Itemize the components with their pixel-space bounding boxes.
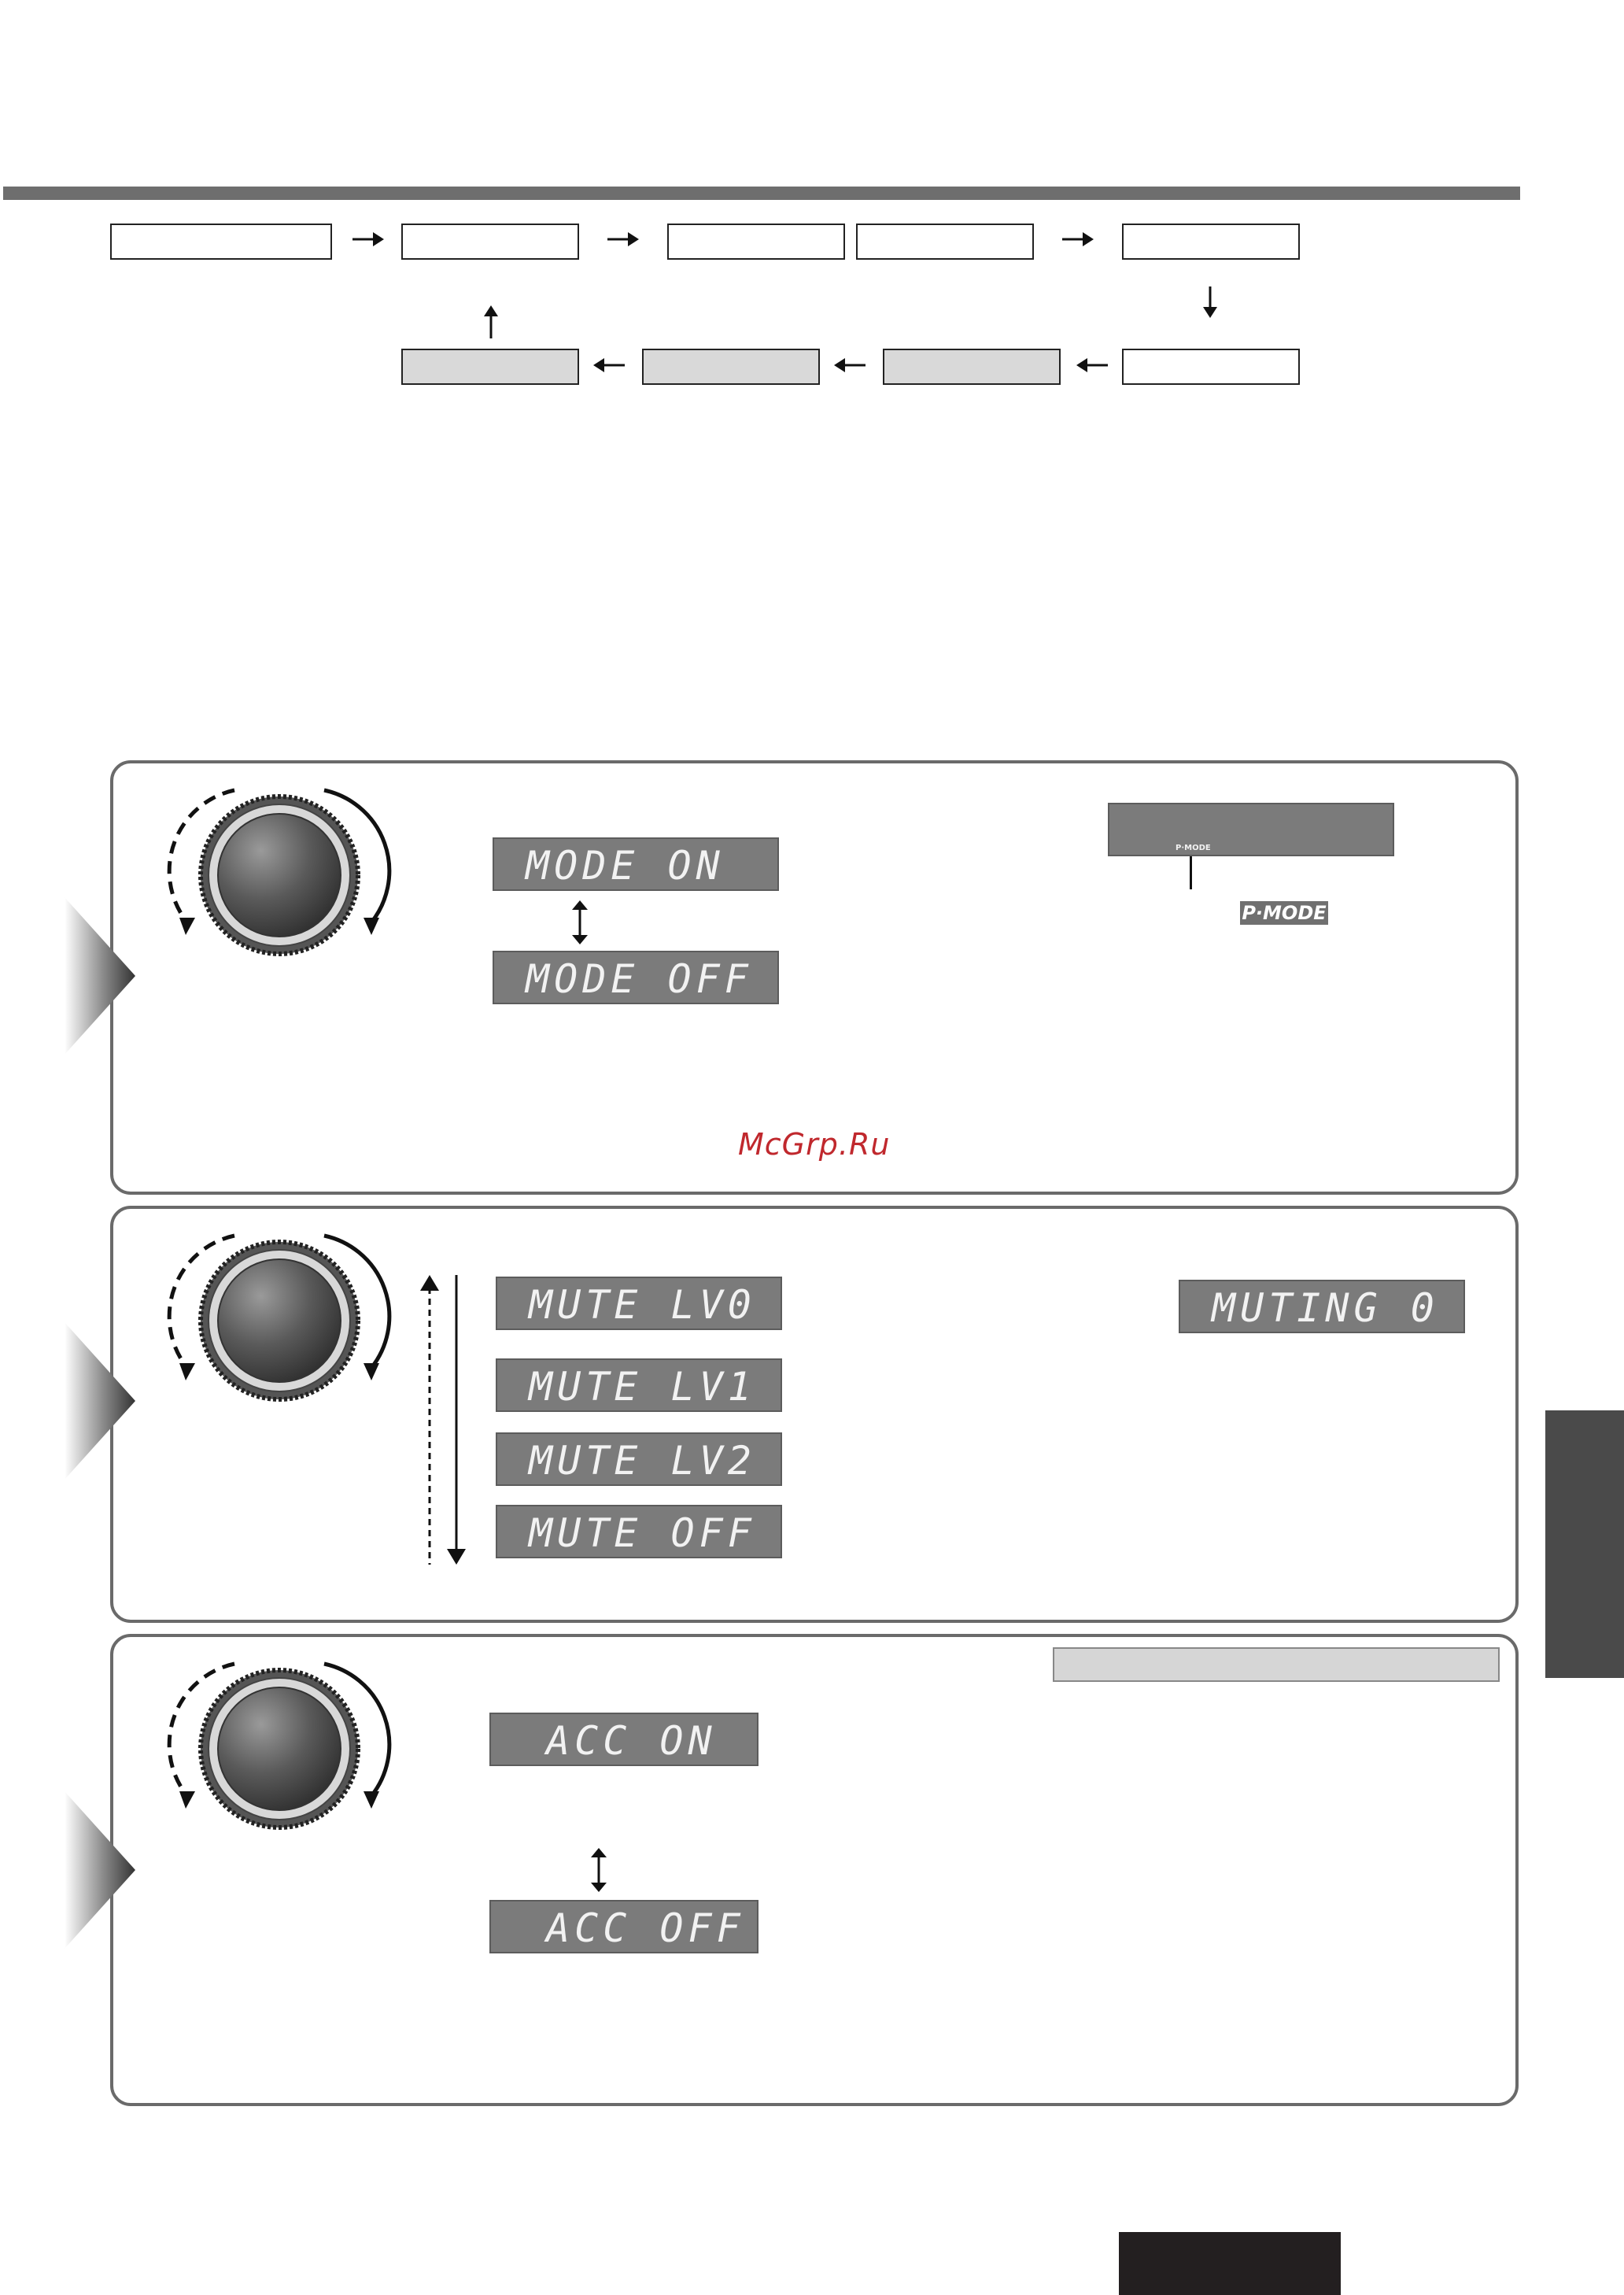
arrow-down-icon [1201,285,1220,321]
lcd-mode-on: MODE ON [493,837,779,891]
arrow-up-icon [482,304,500,340]
cycle-arrows-icon [417,1273,469,1566]
lcd-mute-level: MUTE LV1 [496,1358,782,1412]
lcd-mute-level: MUTE OFF [496,1505,782,1558]
arrow-left-icon [1075,356,1109,375]
header-rule [3,187,1520,200]
arrow-left-icon [832,356,867,375]
watermark: McGrp.Ru [738,1127,891,1162]
arrow-right-icon [1061,230,1095,249]
sequence-box [110,224,332,260]
section-side-tab [1545,1410,1624,1678]
rotary-knob-icon [165,1654,393,1835]
sequence-box [1122,224,1300,260]
callout-line [1190,856,1192,889]
step-marker-icon [65,897,135,1055]
sequence-box [856,224,1034,260]
lcd-muting: MUTING 0 [1179,1280,1465,1333]
lcd-radio-display [1108,803,1394,856]
sequence-box [667,224,845,260]
arrow-right-icon [606,230,640,249]
lcd-mode-off: MODE OFF [493,951,779,1004]
arrow-right-icon [351,230,386,249]
pmode-badge: P·MODE [1240,901,1328,925]
lcd-acc-off: ACC OFF [489,1900,758,1953]
lcd-mute-level: MUTE LV0 [496,1277,782,1330]
sequence-box [401,224,579,260]
sequence-box-shaded [883,349,1061,385]
page-number-tab [1119,2232,1341,2295]
note-bar [1053,1647,1500,1682]
lcd-mute-level: MUTE LV2 [496,1432,782,1486]
sequence-box-shaded [401,349,579,385]
rotary-knob-icon [165,1226,393,1407]
arrow-left-icon [592,356,626,375]
toggle-arrow-icon [568,899,592,946]
pmode-indicator: P·MODE [1176,844,1211,852]
step-marker-icon [65,1791,135,1949]
rotary-knob-icon [165,781,393,962]
lcd-acc-on: ACC ON [489,1713,758,1766]
toggle-arrow-icon [587,1846,611,1894]
step-marker-icon [65,1322,135,1480]
sequence-box-shaded [642,349,820,385]
sequence-box [1122,349,1300,385]
